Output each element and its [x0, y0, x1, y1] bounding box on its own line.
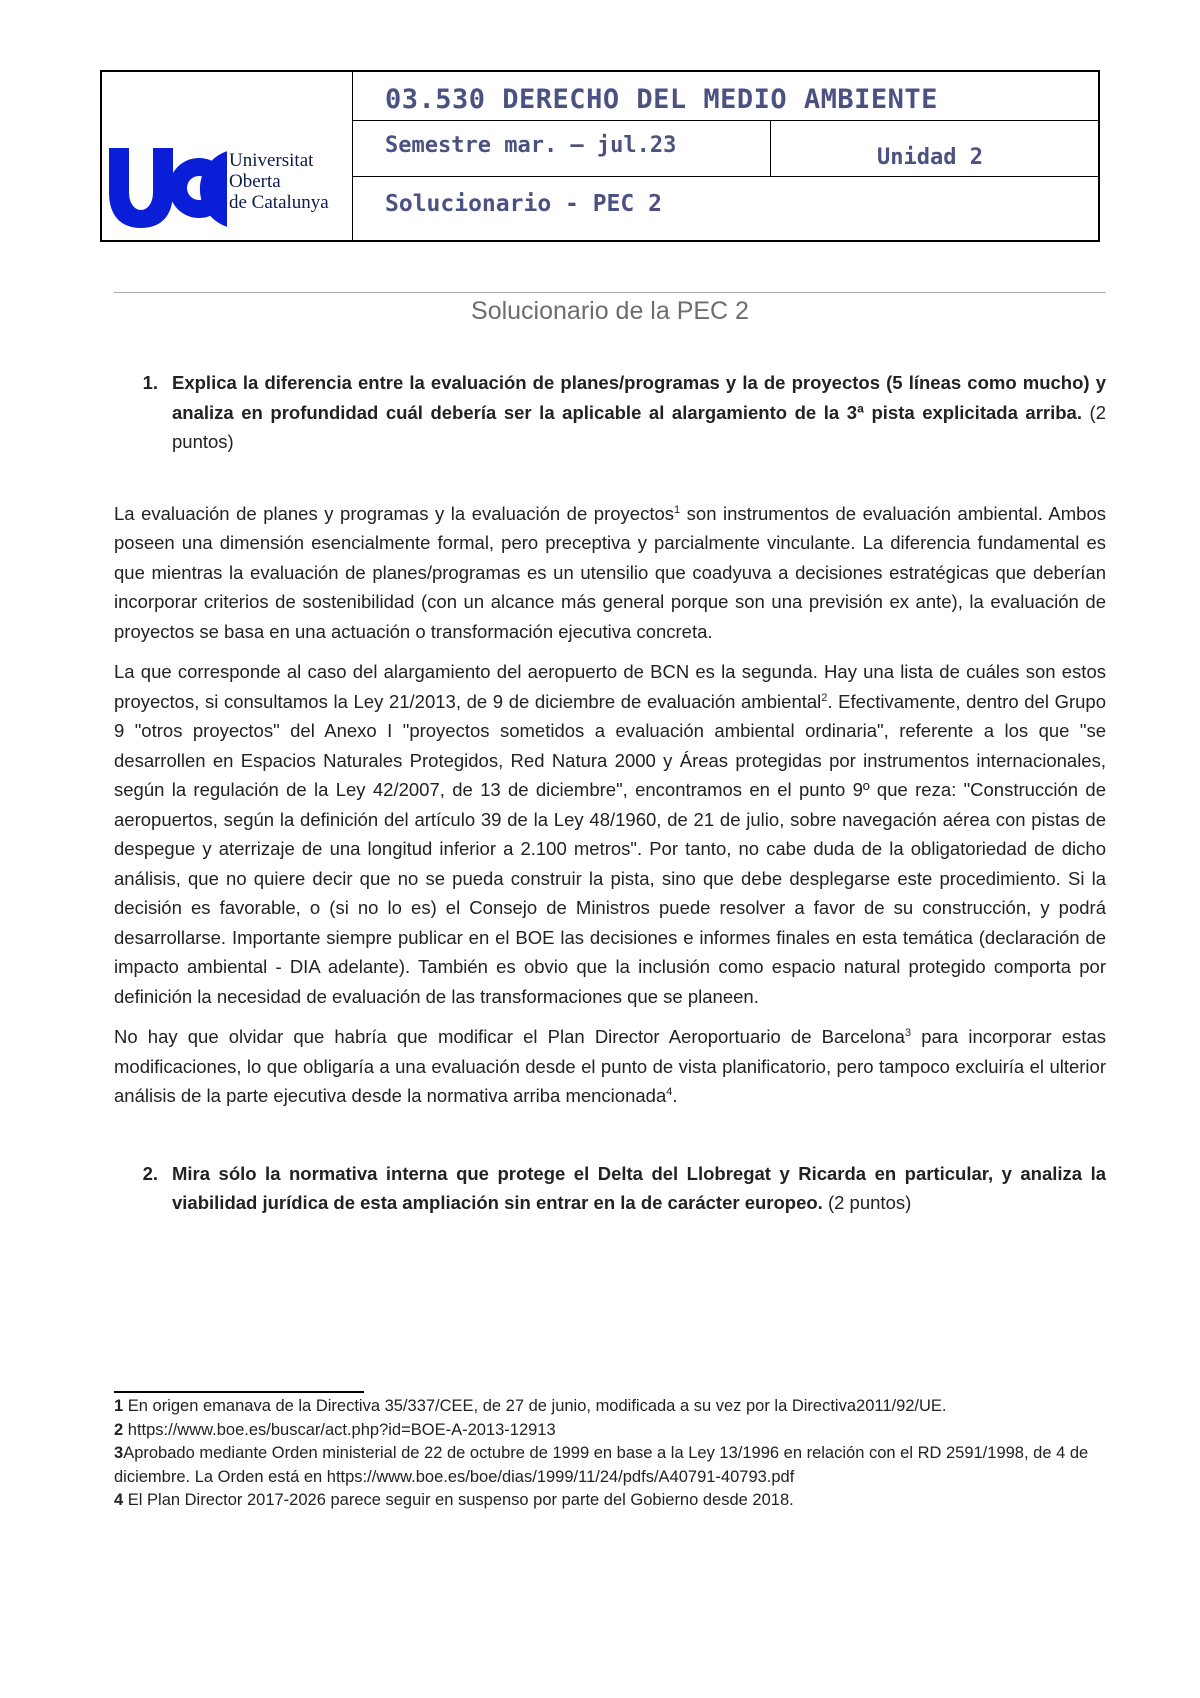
- paragraph-text: son instrumentos de evaluación ambiental. Ambos poseen una dimensión esencialmente formal, pero preceptiva y parcialmente vinculante. La diferencia fundamental es que mientras la evaluación de planes/programas es un utensilio que coadyuva a decisiones estratégicas que deberían incorporar criterios de sostenibilidad (con un alcance más general porque son una previsión ex ante), la evaluación de proyectos se basa en una actuación o transformación ejecutiva concreta.: [114, 502, 1107, 642]
- logo-line-3: de Catalunya: [229, 192, 329, 213]
- paragraph-text: .: [672, 1085, 678, 1106]
- paragraph-text: para incorporar estas modificaciones, lo que obligaría a una evaluación desde el punto de vista planificatorio, pero tampoco excluiría el ulterior análisis de la parte ejecutiva desde la normativa arriba mencionada: [114, 1026, 1106, 1106]
- logo-line-1: Universitat: [229, 150, 314, 171]
- footnote-number: 4: [114, 1491, 124, 1509]
- footnote-ref[interactable]: 1: [674, 503, 681, 516]
- footnote-ref[interactable]: 2: [821, 691, 828, 704]
- footnote-number: 2: [114, 1420, 124, 1439]
- question-text: [172, 368, 1106, 457]
- unit-label: Unidad 2: [771, 121, 1098, 177]
- question-1: [114, 368, 1106, 457]
- semester-label: Semestre mar. – jul.23: [353, 121, 771, 177]
- answer-paragraph: [114, 1022, 1106, 1111]
- uoc-logo-mark: [107, 140, 227, 230]
- paragraph-text: . Efectivamente, dentro del Grupo 9 "otros proyectos" del Anexo I "proyectos sometidos a evaluación ambiental ordinaria", referente a los que "se desarrollen en Espacios Naturales Protegidos, Red Natura 2000 y Áreas protegidas por instrumentos internacionales, según la regulación de la Ley 42/2007, de 13 de diciembre", encontramos en el punto 9º que reza: "Construcción de aeropuertos, según la definición del artículo 39 de la Ley 48/1960, de 21 de julio, sobre navegación aérea con pistas de despegue y aterrizaje de una longitud inferior a 2.100 metros". Por tanto, no cabe duda de la obligatoriedad de dicho análisis, que no quiere decir que no se pueda construir la pista, sino que debe desplegarse este procedimiento. Si la decisión es favorable, o (si no lo es) el Consejo de Ministros puede resolver a favor de su construcción, y podrá desarrollarse. Importante siempre publicar en el BOE las decisiones e informes finales en esta temática (declaración de impacto ambiental - DIA adelante). También es obvio que la inclusión como espacio natural protegido comporta por definición la necesidad de evaluación de las transformaciones que se planeen.: [114, 690, 1106, 1007]
- page-title: Solucionario de la PEC 2: [471, 297, 749, 325]
- question-points: (2 puntos): [172, 401, 1107, 452]
- paragraph-text: La que corresponde al caso del alargamiento del aeropuerto de BCN es la segunda. Hay una lista de cuáles son estos proyectos, si consultamos la Ley 21/2013, de 9 de diciembre de evaluación ambiental: [114, 661, 1106, 712]
- logo-line-2: Oberta: [229, 171, 281, 192]
- footnote-ref[interactable]: 3: [904, 1026, 912, 1039]
- document-body: [114, 368, 1106, 1218]
- footnote-3: [114, 1442, 1104, 1489]
- footnotes: [114, 1395, 1104, 1513]
- question-text: [172, 1159, 1106, 1218]
- uoc-logo: [107, 140, 352, 230]
- footnote-link[interactable]: https://www.boe.es/buscar/act.php?id=BOE-A-2013-12913: [123, 1420, 556, 1439]
- question-points: (2 puntos): [822, 1192, 912, 1213]
- footnote-number: 3: [114, 1444, 124, 1462]
- document-subtitle: Solucionario - PEC 2: [385, 191, 662, 217]
- document-header: [100, 70, 1100, 242]
- footnote-4: [114, 1489, 1104, 1513]
- course-title: 03.530 DERECHO DEL MEDIO AMBIENTE: [353, 72, 1098, 121]
- answer-paragraph: [114, 499, 1106, 647]
- question-2: [114, 1159, 1106, 1218]
- footnote-number: 1: [114, 1397, 124, 1415]
- logo-cell: [102, 72, 353, 240]
- footnote-ref[interactable]: 4: [666, 1085, 673, 1098]
- question-number: 1.: [142, 372, 158, 393]
- footnote-1: [114, 1395, 1104, 1419]
- footnote-divider: [114, 1391, 364, 1393]
- title-divider: [114, 292, 1106, 293]
- footnote-text: Aprobado mediante Orden ministerial de 22 de octubre de 1999 en base a la Ley 13/1996 en relación con el RD 2591/1998, de 4 de diciembre. La Orden está en https://www.boe.es/boe/dias/1999/11/24/pdfs/A40791-40793.pdf: [114, 1444, 1089, 1486]
- paragraph-text: La evaluación de planes y programas y la evaluación de proyectos: [114, 502, 675, 524]
- answer-paragraph: [114, 657, 1106, 1011]
- uoc-logo-text: [229, 150, 329, 213]
- footnote-text: El Plan Director 2017-2026 parece seguir en suspenso por parte del Gobierno desde 2018.: [123, 1491, 794, 1509]
- question-statement: Explica la diferencia entre la evaluación de planes/programas y la de proyectos (5 líneas como mucho) y analiza en profundidad cuál debería ser la aplicable al alargamiento de la 3ª pista explicitada arriba.: [172, 372, 1106, 423]
- paragraph-text: No hay que olvidar que habría que modificar el Plan Director Aeroportuario de Barcelona: [114, 1026, 905, 1047]
- question-number: 2.: [142, 1162, 158, 1184]
- footnote-text: En origen emanava de la Directiva 35/337/CEE, de 27 de junio, modificada a su vez por la Directiva2011/92/UE.: [123, 1397, 947, 1415]
- question-statement: Mira sólo la normativa interna que protege el Delta del Llobregat y Ricarda en particular, y analiza la viabilidad jurídica de esta ampliación sin entrar en la de carácter europeo.: [172, 1162, 1106, 1213]
- footnote-2: [114, 1419, 1104, 1443]
